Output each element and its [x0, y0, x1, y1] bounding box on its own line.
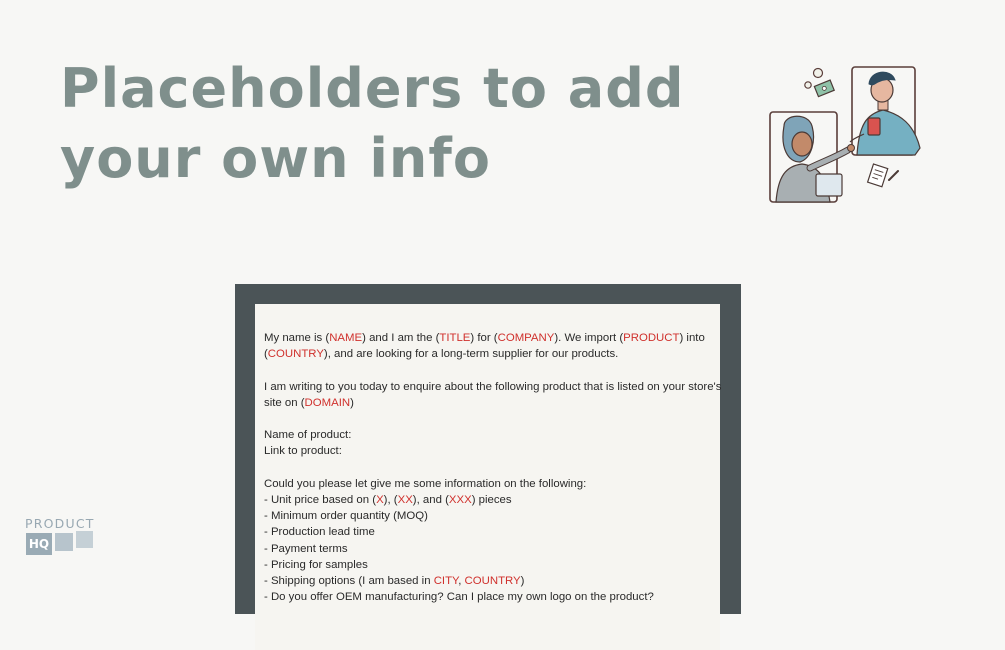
headline-line-2: your own info	[60, 127, 491, 190]
placeholder-name: NAME	[329, 332, 363, 344]
unit-price-item: - Unit price based on (X), (XX), and (XXX) pieces	[264, 493, 512, 506]
people-exchange-illustration	[764, 62, 924, 208]
product-link-line: Link to product:	[264, 445, 342, 458]
pen-icon	[889, 171, 898, 180]
receipt-icon	[868, 164, 888, 187]
moq-item: - Minimum order quantity (MOQ)	[264, 510, 428, 523]
headline	[60, 54, 685, 194]
logo-wordmark: PRODUCT	[25, 516, 95, 531]
placeholder-title: TITLE	[439, 332, 471, 344]
banknote-icon	[814, 80, 834, 97]
request-line: Could you please let give me some information on the following:	[264, 477, 587, 490]
product-name-line: Name of product:	[264, 429, 352, 442]
coin-icon	[814, 69, 823, 78]
logo-hq-badge: HQ	[26, 533, 52, 555]
phone-icon	[868, 118, 880, 135]
placeholder-xx: XX	[397, 493, 413, 506]
placeholder-country: COUNTRY	[464, 575, 521, 587]
placeholder-domain: DOMAIN	[304, 396, 351, 409]
oem-item: - Do you offer OEM manufacturing? Can I place my own logo on the product?	[264, 591, 654, 604]
placeholder-city: CITY	[433, 575, 459, 587]
email-template	[255, 304, 720, 650]
producthq-logo	[25, 516, 97, 560]
laptop-icon	[816, 174, 842, 196]
document-frame	[235, 284, 741, 614]
enquiry-line-1: I am writing to you today to enquire about the following product that is listed on your store's	[264, 380, 722, 393]
headline-line-1: Placeholders to add	[60, 57, 685, 120]
placeholder-company: COMPANY	[497, 332, 555, 344]
intro-line-2: (COUNTRY), and are looking for a long-term supplier for our products.	[264, 348, 619, 361]
logo-square	[76, 531, 93, 548]
intro-line-1: My name is (NAME) and I am the (TITLE) for (COMPANY). We import (PRODUCT) into	[264, 332, 705, 344]
lead-time-item: - Production lead time	[264, 526, 375, 539]
placeholder-x: X	[376, 493, 384, 506]
placeholder-xxx: XXX	[448, 493, 472, 506]
shipping-item: - Shipping options (I am based in CITY, COUNTRY)	[264, 575, 525, 587]
coin-icon	[805, 82, 811, 88]
logo-square	[55, 533, 73, 551]
samples-item: - Pricing for samples	[264, 558, 368, 571]
enquiry-line-2: site on (DOMAIN)	[264, 396, 354, 409]
payment-terms-item: - Payment terms	[264, 542, 348, 555]
placeholder-country: COUNTRY	[267, 348, 324, 361]
placeholder-product: PRODUCT	[623, 332, 680, 344]
